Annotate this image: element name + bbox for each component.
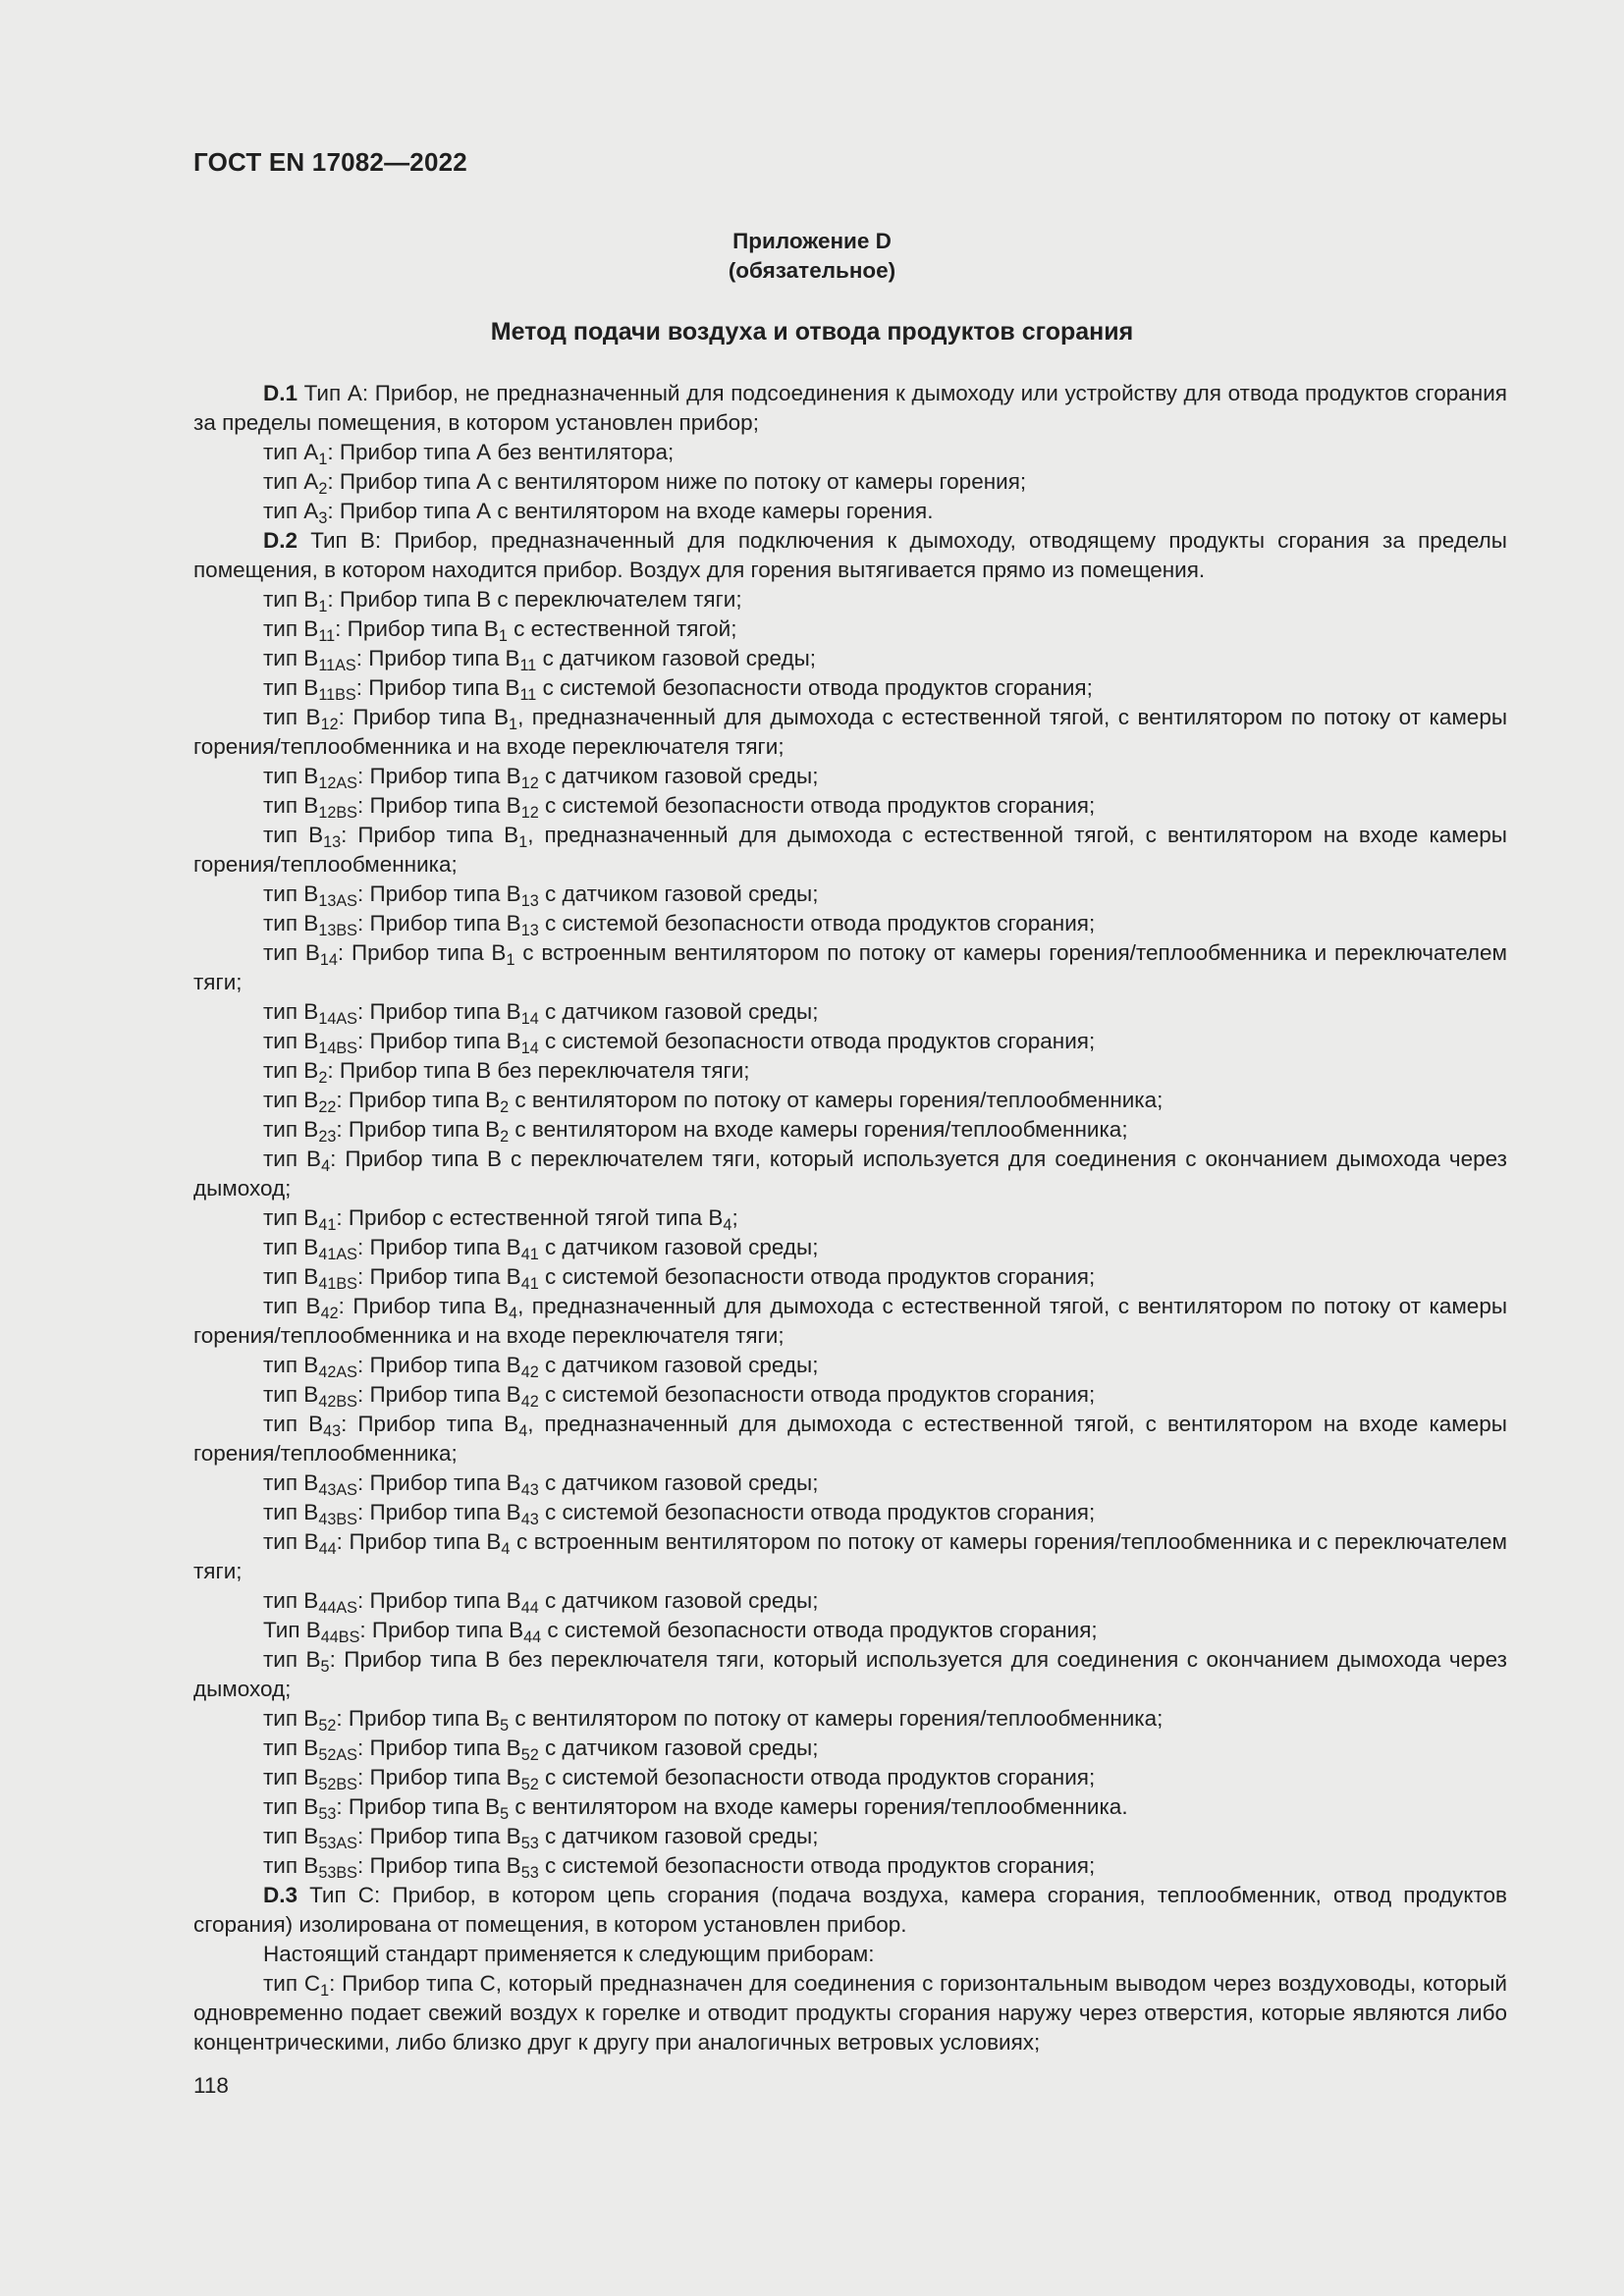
- subscript: 1: [509, 716, 518, 734]
- text-run: с датчиком газовой среды;: [538, 1735, 819, 1760]
- subscript: 44: [523, 1629, 542, 1647]
- subscript: 3: [318, 509, 328, 528]
- text-run: : Прибор типа В: [356, 1853, 521, 1878]
- paragraph: [193, 1527, 1507, 1586]
- text-run: тип В: [263, 1264, 319, 1289]
- paragraph: [193, 1822, 1507, 1851]
- text-run: : Прибор типа В: [356, 1029, 521, 1053]
- text-run: : Прибор типа В: [356, 793, 521, 818]
- text-run: тип В: [263, 1824, 319, 1848]
- paragraph: [193, 585, 1507, 614]
- text-run: : Прибор типа В: [359, 1618, 524, 1642]
- text-run: , предназначенный для дымохода с естественной тягой, с вентилятором по потоку от камеры горения/теплообменника и на входе переключателя тяги;: [193, 1294, 1507, 1348]
- paragraph: [193, 438, 1507, 467]
- text-run: с датчиком газовой среды;: [538, 999, 819, 1024]
- subscript: 12: [320, 716, 339, 734]
- section-number: D.2: [263, 528, 298, 553]
- text-run: с естественной тягой;: [507, 616, 737, 641]
- text-run: : Прибор типа В: [336, 1117, 501, 1142]
- paragraph: [193, 1645, 1507, 1704]
- subscript: 2: [318, 480, 328, 499]
- text-run: : Прибор типа А с вентилятором на входе камеры горения.: [327, 499, 934, 523]
- subscript: 44BS: [320, 1629, 360, 1647]
- text-run: тип В: [263, 940, 320, 965]
- subscript: 52: [520, 1746, 539, 1765]
- subscript: 42: [520, 1363, 539, 1382]
- section-paragraph: [193, 1881, 1507, 1940]
- paragraph: [193, 1115, 1507, 1145]
- paragraph: [193, 1056, 1507, 1086]
- text-run: тип В: [263, 1088, 319, 1112]
- section-number: D.3: [263, 1883, 298, 1907]
- text-run: с системой безопасности отвода продуктов сгорания;: [538, 793, 1096, 818]
- text-run: тип В: [263, 1647, 321, 1672]
- text-run: с встроенным вентилятором по потоку от камеры горения/теплообменника и с переключателем тяги;: [193, 1529, 1507, 1583]
- text-run: тип В: [263, 764, 319, 788]
- subscript: 53: [520, 1864, 539, 1883]
- subscript: 41: [520, 1246, 539, 1264]
- text-run: : Прибор типа В без переключателя тяги;: [327, 1058, 750, 1083]
- text-run: с системой безопасности отвода продуктов сгорания;: [536, 675, 1093, 700]
- subscript: 42: [520, 1393, 539, 1412]
- text-run: с системой безопасности отвода продуктов сгорания;: [538, 1500, 1096, 1524]
- text-run: Тип В: [263, 1618, 321, 1642]
- text-run: тип В: [263, 1294, 321, 1318]
- text-run: , предназначенный для дымохода с естественной тягой, с вентилятором на входе камеры горения/теплообменника;: [193, 1412, 1507, 1466]
- text-run: , предназначенный для дымохода с естественной тягой, с вентилятором на входе камеры горения/теплообменника;: [193, 823, 1507, 877]
- subscript: 1: [320, 1982, 330, 2001]
- text-run: : Прибор типа В: [356, 1500, 521, 1524]
- text-run: тип В: [263, 705, 321, 729]
- paragraph: [193, 1351, 1507, 1380]
- text-run: тип В: [263, 1529, 319, 1554]
- subscript: 44: [318, 1540, 337, 1559]
- paragraph: [193, 762, 1507, 791]
- subscript: 52: [520, 1776, 539, 1794]
- text-run: : Прибор типа В: [356, 1765, 521, 1789]
- paragraph: [193, 1851, 1507, 1881]
- subscript: 52BS: [318, 1776, 357, 1794]
- paragraph: [193, 1203, 1507, 1233]
- subscript: 13BS: [318, 922, 357, 940]
- paragraph: [193, 1734, 1507, 1763]
- subscript: 11: [318, 627, 336, 646]
- subscript: 4: [518, 1422, 528, 1441]
- text-run: тип В: [263, 1058, 319, 1083]
- text-run: тип В: [263, 881, 319, 906]
- subscript: 12: [520, 804, 539, 823]
- subscript: 1: [318, 598, 328, 616]
- subscript: 1: [498, 627, 508, 646]
- text-run: с датчиком газовой среды;: [538, 1588, 819, 1613]
- text-run: : Прибор типа С, который предназначен для соединения с горизонтальным выводом через воздуховоды, который одновременно подает свежий воздух к горелке и отводит продукты сгорания наружу через отверстия, которые являются либо концентрическими, либо близко друг к другу при аналогичных ветровых условиях;: [193, 1971, 1507, 2055]
- text-run: тип В: [263, 1853, 319, 1878]
- text-run: тип В: [263, 1029, 319, 1053]
- text-run: Тип А: Прибор, не предназначенный для подсоединения к дымоходу или устройству для отвода продуктов сгорания за пределы помещения, в котором установлен прибор;: [193, 381, 1507, 435]
- text-run: с датчиком газовой среды;: [538, 1235, 819, 1259]
- text-run: тип В: [263, 1706, 319, 1731]
- paragraph: [193, 703, 1507, 762]
- text-run: : Прибор типа В: [336, 1706, 501, 1731]
- paragraph: [193, 791, 1507, 821]
- text-run: тип В: [263, 675, 319, 700]
- annex-body: [193, 379, 1507, 2057]
- text-run: тип А: [263, 499, 319, 523]
- subscript: 1: [506, 951, 515, 970]
- subscript: 43: [520, 1511, 539, 1529]
- subscript: 44: [520, 1599, 539, 1618]
- text-run: с системой безопасности отвода продуктов сгорания;: [541, 1618, 1098, 1642]
- subscript: 42AS: [318, 1363, 357, 1382]
- subscript: 41: [318, 1216, 337, 1235]
- text-run: тип В: [263, 1205, 319, 1230]
- text-run: с датчиком газовой среды;: [538, 1824, 819, 1848]
- subscript: 23: [318, 1128, 337, 1147]
- text-run: тип В: [263, 646, 319, 670]
- subscript: 53: [318, 1805, 337, 1824]
- subscript: 11: [519, 686, 537, 705]
- text-run: с системой безопасности отвода продуктов сгорания;: [538, 911, 1096, 935]
- text-run: с встроенным вентилятором по потоку от камеры горения/теплообменника и переключателем тяги;: [193, 940, 1507, 994]
- paragraph: [193, 997, 1507, 1027]
- subscript: 5: [500, 1805, 510, 1824]
- text-run: тип В: [263, 1588, 319, 1613]
- paragraph: [193, 1468, 1507, 1498]
- subscript: 41: [520, 1275, 539, 1294]
- text-run: тип А: [263, 469, 319, 494]
- text-run: : Прибор типа В: [356, 1588, 521, 1613]
- text-run: тип В: [263, 1500, 319, 1524]
- paragraph: [193, 1586, 1507, 1616]
- annex-status: (обязательное): [728, 258, 896, 283]
- text-run: тип В: [263, 1412, 324, 1436]
- paragraph: [193, 1380, 1507, 1410]
- text-run: : Прибор типа А без вентилятора;: [327, 440, 675, 464]
- text-run: : Прибор типа В: [356, 1824, 521, 1848]
- subscript: 13: [323, 833, 342, 852]
- subscript: 52: [318, 1717, 337, 1735]
- text-run: : Прибор типа В: [356, 1235, 521, 1259]
- text-run: с вентилятором на входе камеры горения/теплообменника;: [509, 1117, 1128, 1142]
- text-run: : Прибор типа В: [337, 940, 507, 965]
- section-paragraph: [193, 526, 1507, 585]
- text-run: : Прибор типа В: [356, 999, 521, 1024]
- annex-title: Приложение D: [732, 229, 892, 253]
- text-run: : Прибор типа В: [356, 1382, 521, 1407]
- text-run: тип В: [263, 1117, 319, 1142]
- subscript: 44AS: [318, 1599, 357, 1618]
- text-run: : Прибор типа В: [336, 1088, 501, 1112]
- subscript: 14: [520, 1040, 539, 1058]
- text-run: тип С: [263, 1971, 321, 1996]
- text-run: тип В: [263, 911, 319, 935]
- subscript: 13AS: [318, 892, 357, 911]
- subscript: 11BS: [318, 686, 356, 705]
- paragraph: [193, 673, 1507, 703]
- subscript: 13: [520, 892, 539, 911]
- subscript: 13: [520, 922, 539, 940]
- text-run: : Прибор типа В: [338, 1294, 510, 1318]
- subscript: 11AS: [318, 657, 356, 675]
- text-run: : Прибор типа В: [336, 1529, 502, 1554]
- text-run: с датчиком газовой среды;: [536, 646, 817, 670]
- text-run: : Прибор типа В: [356, 1353, 521, 1377]
- text-run: Тип С: Прибор, в котором цепь сгорания (подача воздуха, камера сгорания, теплообменник, отвод продуктов сгорания) изолирована от помещения, в котором установлен прибор.: [193, 1883, 1507, 1937]
- text-run: : Прибор типа В: [355, 646, 520, 670]
- subscript: 4: [723, 1216, 732, 1235]
- text-run: тип В: [263, 616, 319, 641]
- paragraph: [193, 1940, 1507, 1969]
- subscript: 5: [500, 1717, 510, 1735]
- text-run: : Прибор типа В: [336, 1794, 501, 1819]
- annex-heading: [0, 227, 1624, 286]
- subscript: 43AS: [318, 1481, 357, 1500]
- text-run: : Прибор типа В с переключателем тяги;: [327, 587, 742, 612]
- paragraph: [193, 880, 1507, 909]
- text-run: тип В: [263, 823, 324, 847]
- text-run: : Прибор типа В: [356, 911, 521, 935]
- paragraph: [193, 1410, 1507, 1468]
- paragraph: [193, 614, 1507, 644]
- text-run: Настоящий стандарт применяется к следующим приборам:: [263, 1942, 875, 1966]
- paragraph: [193, 1027, 1507, 1056]
- subscript: 53BS: [318, 1864, 357, 1883]
- subscript: 14AS: [318, 1010, 357, 1029]
- text-run: : Прибор типа В: [356, 1735, 521, 1760]
- paragraph: [193, 1086, 1507, 1115]
- subscript: 11: [519, 657, 537, 675]
- text-run: с датчиком газовой среды;: [538, 1353, 819, 1377]
- text-run: : Прибор типа В: [356, 764, 521, 788]
- text-run: Тип В: Прибор, предназначенный для подключения к дымоходу, отводящему продукты сгорания за пределы помещения, в котором находится прибор. Воздух для горения вытягивается прямо из помещения.: [193, 528, 1507, 582]
- subscript: 1: [318, 451, 328, 469]
- text-run: тип В: [263, 1353, 319, 1377]
- paragraph: [193, 821, 1507, 880]
- paragraph: [193, 1233, 1507, 1262]
- text-run: с датчиком газовой среды;: [538, 881, 819, 906]
- text-run: с вентилятором на входе камеры горения/теплообменника.: [509, 1794, 1128, 1819]
- paragraph: [193, 1616, 1507, 1645]
- subscript: 12AS: [318, 774, 357, 793]
- text-run: : Прибор с естественной тягой типа В: [336, 1205, 724, 1230]
- subscript: 43BS: [318, 1511, 357, 1529]
- text-run: : Прибор типа В: [341, 823, 519, 847]
- subscript: 42BS: [318, 1393, 357, 1412]
- text-run: с вентилятором по потоку от камеры горения/теплообменника;: [509, 1088, 1164, 1112]
- subscript: 43: [520, 1481, 539, 1500]
- subscript: 1: [518, 833, 528, 852]
- paragraph: [193, 1969, 1507, 2057]
- paragraph: [193, 909, 1507, 938]
- subscript: 42: [320, 1305, 339, 1323]
- text-run: тип В: [263, 1147, 322, 1171]
- subscript: 41AS: [318, 1246, 357, 1264]
- text-run: с системой безопасности отвода продуктов сгорания;: [538, 1853, 1096, 1878]
- subscript: 52AS: [318, 1746, 357, 1765]
- text-run: : Прибор типа В: [356, 1264, 521, 1289]
- paragraph: [193, 467, 1507, 497]
- text-run: : Прибор типа В: [356, 881, 521, 906]
- text-run: тип В: [263, 1765, 319, 1789]
- text-run: тип В: [263, 1470, 319, 1495]
- subscript: 12: [520, 774, 539, 793]
- subscript: 4: [509, 1305, 518, 1323]
- subscript: 22: [318, 1098, 337, 1117]
- subscript: 14: [520, 1010, 539, 1029]
- paragraph: [193, 1763, 1507, 1792]
- paragraph: [193, 1145, 1507, 1203]
- text-run: с системой безопасности отвода продуктов сгорания;: [538, 1029, 1096, 1053]
- subscript: 14BS: [318, 1040, 357, 1058]
- subscript: 14: [319, 951, 338, 970]
- text-run: тип В: [263, 793, 319, 818]
- paragraph: [193, 938, 1507, 997]
- text-run: : Прибор типа В: [338, 705, 510, 729]
- subscript: 41BS: [318, 1275, 357, 1294]
- subscript: 4: [501, 1540, 511, 1559]
- text-run: тип В: [263, 999, 319, 1024]
- subscript: 53: [520, 1835, 539, 1853]
- subscript: 2: [318, 1069, 328, 1088]
- text-run: с системой безопасности отвода продуктов сгорания;: [538, 1765, 1096, 1789]
- page-number: 118: [193, 2073, 229, 2098]
- text-run: тип А: [263, 440, 319, 464]
- text-run: : Прибор типа В: [335, 616, 499, 641]
- text-run: , предназначенный для дымохода с естественной тягой, с вентилятором по потоку от камеры горения/теплообменника и на входе переключателя тяги;: [193, 705, 1507, 759]
- subscript: 53AS: [318, 1835, 357, 1853]
- text-run: тип В: [263, 587, 319, 612]
- text-run: тип В: [263, 1735, 319, 1760]
- subscript: 2: [500, 1098, 510, 1117]
- text-run: с системой безопасности отвода продуктов сгорания;: [538, 1382, 1096, 1407]
- paragraph: [193, 1292, 1507, 1351]
- paragraph: [193, 1262, 1507, 1292]
- text-run: тип В: [263, 1235, 319, 1259]
- text-run: : Прибор типа В: [356, 1470, 521, 1495]
- section-paragraph: [193, 379, 1507, 438]
- subscript: 12BS: [318, 804, 357, 823]
- section-number: D.1: [263, 381, 298, 405]
- text-run: тип В: [263, 1794, 319, 1819]
- paragraph: [193, 1704, 1507, 1734]
- text-run: : Прибор типа А с вентилятором ниже по потоку от камеры горения;: [327, 469, 1027, 494]
- subscript: 5: [320, 1658, 330, 1677]
- text-run: ;: [731, 1205, 738, 1230]
- text-run: : Прибор типа В без переключателя тяги, который используется для соединения с окончанием дымохода через дымоход;: [193, 1647, 1507, 1701]
- text-run: с датчиком газовой среды;: [538, 1470, 819, 1495]
- subscript: 2: [500, 1128, 510, 1147]
- section-title: Метод подачи воздуха и отвода продуктов сгорания: [490, 318, 1134, 346]
- subscript: 43: [323, 1422, 342, 1441]
- text-run: с системой безопасности отвода продуктов сгорания;: [538, 1264, 1096, 1289]
- text-run: : Прибор типа В: [355, 675, 520, 700]
- paragraph: [193, 644, 1507, 673]
- text-run: тип В: [263, 1382, 319, 1407]
- text-run: : Прибор типа В с переключателем тяги, который используется для соединения с окончанием дымохода через дымоход;: [193, 1147, 1507, 1201]
- text-run: с датчиком газовой среды;: [538, 764, 819, 788]
- document-id: ГОСТ EN 17082—2022: [193, 147, 467, 177]
- text-run: : Прибор типа В: [341, 1412, 519, 1436]
- paragraph: [193, 1792, 1507, 1822]
- paragraph: [193, 1498, 1507, 1527]
- subscript: 4: [321, 1157, 331, 1176]
- text-run: с вентилятором по потоку от камеры горения/теплообменника;: [509, 1706, 1164, 1731]
- paragraph: [193, 497, 1507, 526]
